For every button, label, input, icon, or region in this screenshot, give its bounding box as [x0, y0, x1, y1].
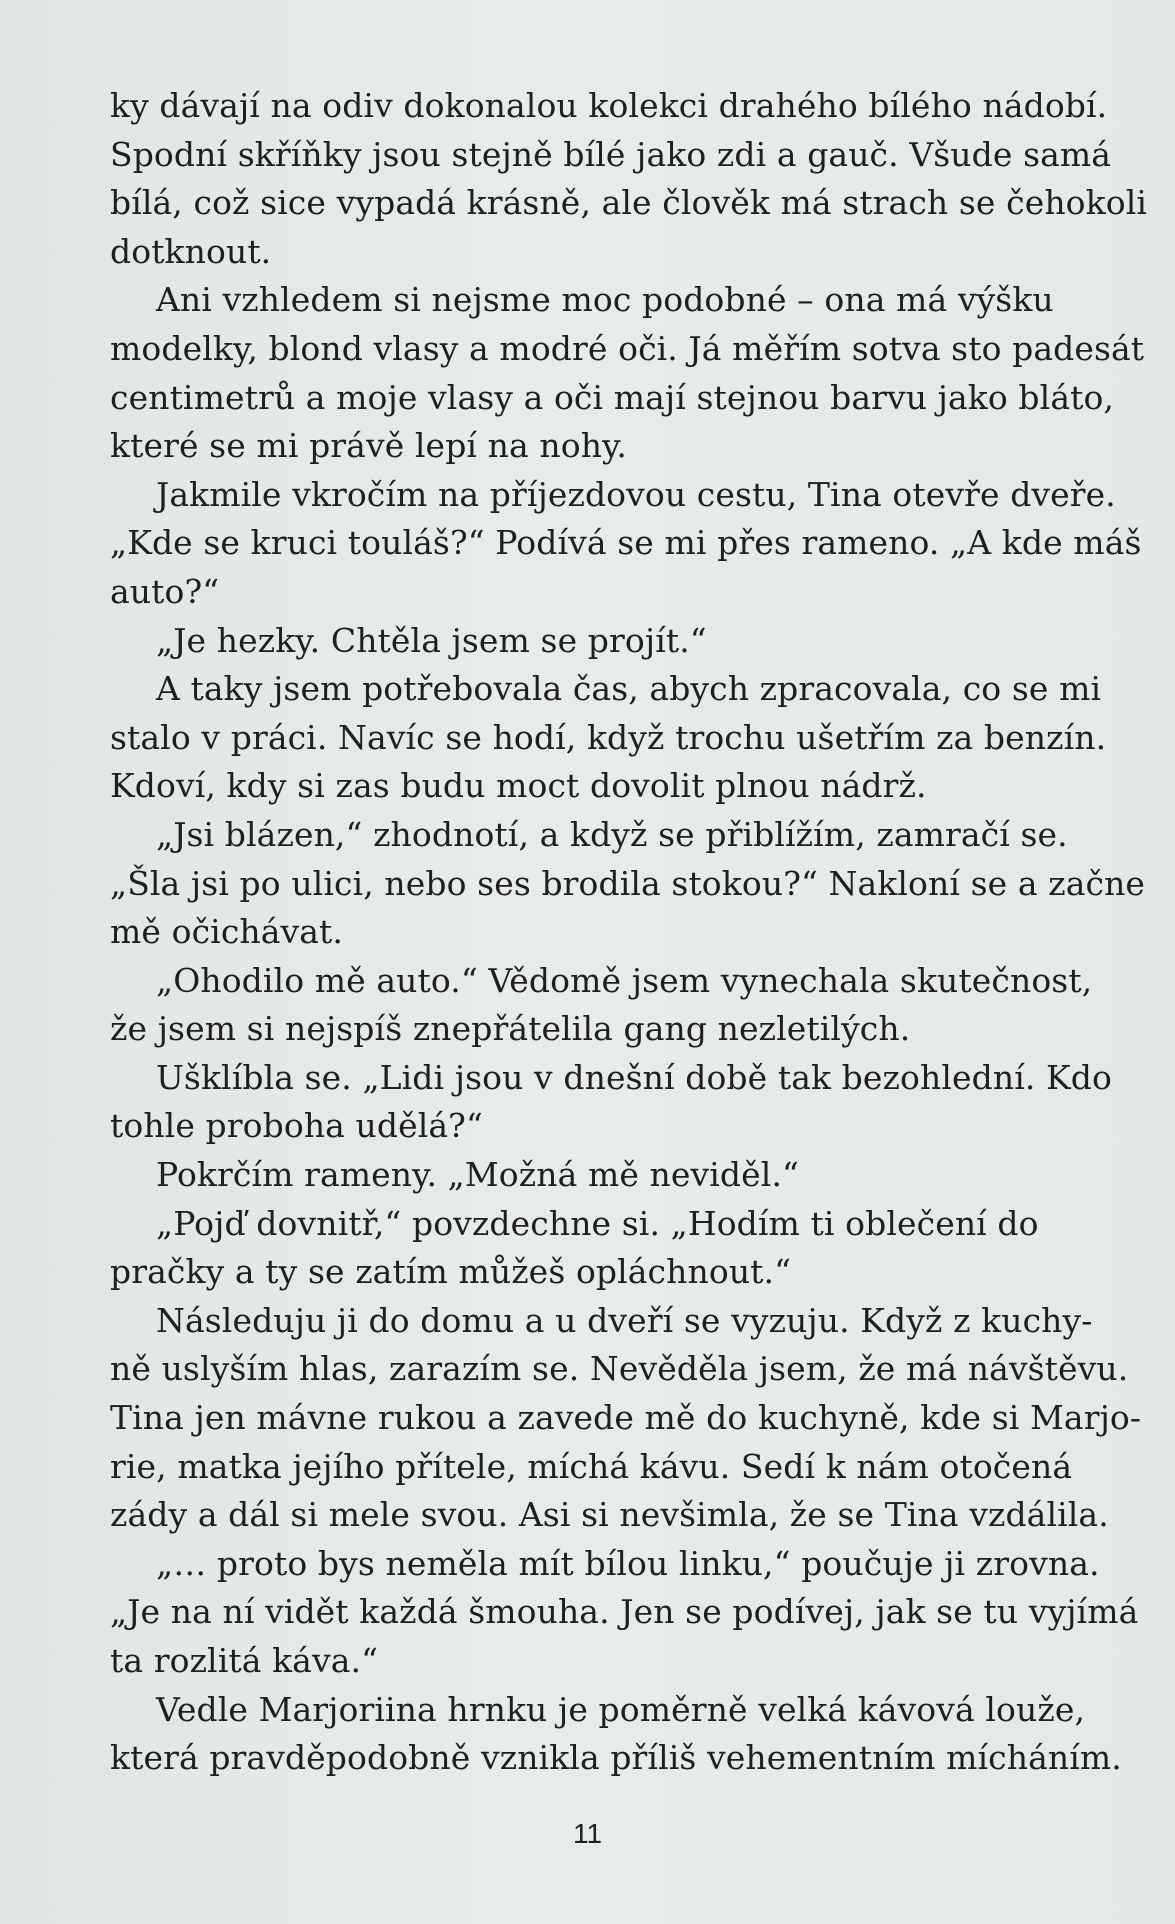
text-line: „Jsi blázen,“ zhodnotí, a když se přiblížím, zamračí se. — [156, 814, 1068, 854]
text-line: A taky jsem potřebovala čas, abych zpracovala, co se mi — [156, 669, 1102, 709]
body-text — [110, 82, 1148, 1783]
text-line: Ani vzhledem si nejsme moc podobné – ona má výšku — [156, 280, 1054, 320]
text-line: „Kde se kruci touláš?“ Podívá se mi přes rameno. „A kde máš — [110, 523, 1142, 563]
text-line: modelky, blond vlasy a modré oči. Já měřím sotva sto padesát — [110, 328, 1145, 368]
text-line: Následuju ji do domu a u dveří se vyzuju. Když z kuchy- — [156, 1300, 1093, 1340]
text-line: mě očichávat. — [110, 912, 343, 952]
text-line: Vedle Marjoriina hrnku je poměrně velká kávová louže, — [156, 1689, 1086, 1729]
text-line: „Pojď dovnitř,“ povzdechne si. „Hodím ti oblečení do — [156, 1203, 1039, 1243]
text-line: Pokrčím rameny. „Možná mě neviděl.“ — [156, 1155, 800, 1195]
text-line: Jakmile vkročím na příjezdovou cestu, Tina otevře dveře. — [156, 474, 1116, 514]
text-line: „Šla jsi po ulici, nebo ses brodila stokou?“ Nakloní se a začne — [110, 863, 1146, 903]
text-line: centimetrů a moje vlasy a oči mají stejnou barvu jako bláto, — [110, 377, 1115, 417]
text-line: „Je hezky. Chtěla jsem se projít.“ — [156, 620, 707, 660]
text-line: tohle proboha udělá?“ — [110, 1106, 483, 1146]
text-line: „Ohodilo mě auto.“ Vědomě jsem vynechala skutečnost, — [156, 960, 1093, 1000]
text-line: bílá, což sice vypadá krásně, ale člověk má strach se čehokoli — [110, 183, 1148, 223]
text-line: auto?“ — [110, 571, 220, 611]
text-line: pračky a ty se zatím můžeš opláchnout.“ — [110, 1252, 792, 1292]
text-line: Ušklíbla se. „Lidi jsou v dnešní době tak bezohlední. Kdo — [156, 1057, 1112, 1097]
page-number: 11 — [572, 1818, 603, 1849]
text-line: stalo v práci. Navíc se hodí, když trochu ušetřím za benzín. — [110, 717, 1107, 757]
text-line: ky dávají na odiv dokonalou kolekci drahého bílého nádobí. — [110, 86, 1108, 125]
text-line: které se mi právě lepí na nohy. — [110, 426, 628, 466]
text-line: zády a dál si mele svou. Asi si nevšimla, že se Tina vzdálila. — [110, 1495, 1109, 1535]
text-line: Tina jen mávne rukou a zavede mě do kuchyně, kde si Marjo- — [110, 1398, 1142, 1438]
text-line: rie, matka jejího přítele, míchá kávu. Sedí k nám otočená — [110, 1446, 1073, 1486]
text-line: která pravděpodobně vznikla příliš vehementním mícháním. — [110, 1738, 1122, 1778]
text-line: Spodní skříňky jsou stejně bílé jako zdi a gauč. Všude samá — [110, 134, 1112, 174]
text-line: ně uslyším hlas, zarazím se. Nevěděla jsem, že má návštěvu. — [110, 1349, 1129, 1389]
text-line: Kdoví, kdy si zas budu moct dovolit plnou nádrž. — [110, 766, 927, 806]
text-line: „… proto bys neměla mít bílou linku,“ poučuje ji zrovna. — [156, 1543, 1100, 1583]
text-line: že jsem si nejspíš znepřátelila gang nezletilých. — [110, 1009, 911, 1049]
text-line: „Je na ní vidět každá šmouha. Jen se podívej, jak se tu vyjímá — [110, 1592, 1139, 1632]
text-line: ta rozlitá káva.“ — [110, 1641, 379, 1680]
text-line: dotknout. — [110, 231, 272, 271]
